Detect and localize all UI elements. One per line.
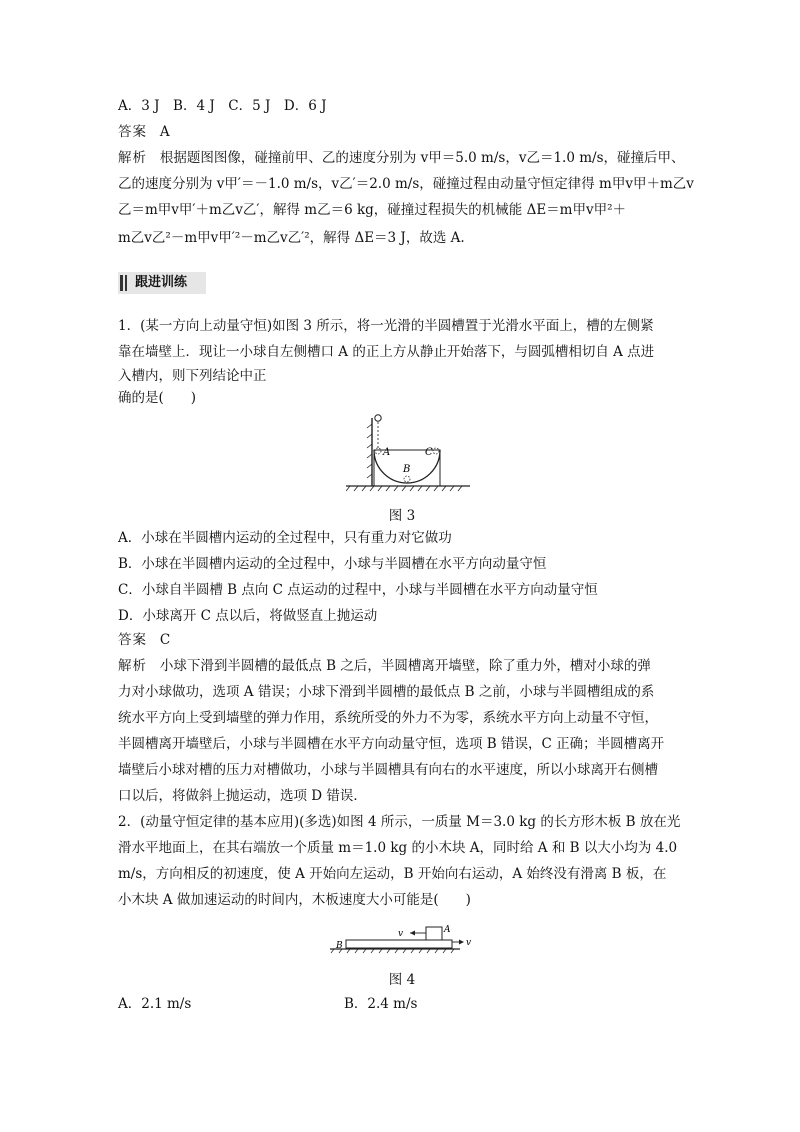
- q1-analysis-text-1: 小球下滑到半圆槽的最低点 B 之后，半圆槽离开墙壁，除了重力外，槽对小球的弹: [159, 658, 651, 674]
- q1-answer-value: C: [159, 632, 171, 648]
- figure-4-caption: 图 4: [388, 972, 416, 988]
- figure-4-label-v-left: v: [398, 929, 404, 939]
- q1-analysis-line-2: 力对小球做功，选项 A 错误；小球下滑到半圆槽的最低点 B 之前，小球与半圆槽组成的系: [118, 684, 655, 700]
- q1-stem-line-1: 1．(某一方向上动量守恒)如图 3 所示，将一光滑的半圆槽置于光滑水平面上，槽的左侧紧: [118, 318, 654, 334]
- q1-answer-line: [118, 630, 170, 650]
- section-header: [118, 272, 206, 294]
- analysis-label: 解析: [118, 150, 147, 166]
- q1-stem-line-2: 靠在墙壁上．现让一小球自左侧槽口 A 的正上方从静止开始落下，与圆弧槽相切自 A 点进: [118, 344, 655, 360]
- q1-analysis-line-6: 口以后，将做斜上抛运动，选项 D 错误．: [118, 788, 367, 804]
- figure-3-half-pipe: [346, 414, 470, 494]
- section-title: 跟进训练: [135, 275, 188, 290]
- q1-answer-label: 答案: [118, 632, 147, 648]
- q2-stem-line-1: 2．(动量守恒定律的基本应用)(多选)如图 4 所示，一质量 M＝3.0 kg 的长方形木板 B 放在光: [118, 814, 681, 830]
- answer-label: 答案: [118, 124, 147, 140]
- figure-4-block-board: [330, 922, 478, 956]
- figure-3-label-a: A: [383, 447, 391, 458]
- q1-stem-line-4: 确的是( ): [118, 390, 197, 406]
- q2-stem-line-2: 滑水平地面上，在其右端放一个质量 m＝1.0 kg 的小木块 A，同时给 A 和 B 以大小均为 4.0: [118, 840, 678, 856]
- section-marker-icon: [120, 275, 123, 291]
- figure-4-label-b: B: [336, 941, 343, 951]
- figure-3-label-c: C: [425, 447, 433, 458]
- analysis-line-4: m乙v乙²－m甲v甲′²－m乙v乙′²，解得 ΔE＝3 J，故选 A.: [118, 230, 465, 246]
- q2-stem-line-3: m/s，方向相反的初速度，使 A 开始向左运动，B 开始向右运动，A 始终没有滑离 B 板，在: [118, 866, 667, 882]
- q2-stem-line-4: 小木块 A 做加速运动的时间内，木板速度大小可能是( ): [118, 892, 471, 908]
- q2-option-a: A．2.1 m/s: [118, 996, 192, 1012]
- analysis-line-1: [118, 148, 685, 168]
- figure-3-caption: 图 3: [388, 508, 416, 524]
- q2-option-b: B．2.4 m/s: [344, 996, 418, 1012]
- q1-option-b: B．小球在半圆槽内运动的全过程中，小球与半圆槽在水平方向动量守恒: [118, 556, 547, 572]
- choices-line: A．3 J B．4 J C．5 J D．6 J: [118, 98, 327, 114]
- section-marker-icon-2: [125, 275, 127, 291]
- figure-3-label-b: B: [403, 464, 411, 475]
- figure-4-label-a: A: [444, 925, 451, 935]
- answer-line: [118, 122, 170, 142]
- q1-analysis-line-4: 半圆槽离开墙壁后，小球与半圆槽在水平方向动量守恒，选项 B 错误，C 正确；半圆槽离开: [118, 736, 665, 752]
- q1-option-d: D．小球离开 C 点以后，将做竖直上抛运动: [118, 608, 378, 624]
- q1-analysis-line-3: 统水平方向上受到墙壁的弹力作用，系统所受的外力不为零，系统水平方向上动量不守恒，: [118, 710, 658, 726]
- q1-option-c: C．小球自半圆槽 B 点向 C 点运动的过程中，小球与半圆槽在水平方向动量守恒: [118, 582, 598, 598]
- q1-analysis-label: 解析: [118, 658, 147, 674]
- answer-value: A: [159, 124, 170, 140]
- figure-4-label-v-right: v: [466, 938, 472, 948]
- q1-option-a: A．小球在半圆槽内运动的全过程中，只有重力对它做功: [118, 530, 452, 546]
- analysis-line-2: 乙的速度分别为 v甲′＝－1.0 m/s，v乙′＝2.0 m/s，碰撞过程由动量守恒定律得 m甲v甲＋m乙v: [118, 176, 694, 192]
- q1-analysis-line-1: [118, 656, 651, 676]
- analysis-text-1: 根据题图图像，碰撞前甲、乙的速度分别为 v甲＝5.0 m/s，v乙＝1.0 m/s，碰撞后甲、: [159, 150, 685, 166]
- q1-analysis-line-5: 墙壁后小球对槽的压力对槽做功，小球与半圆槽具有向右的水平速度，所以小球离开右侧槽: [118, 762, 658, 778]
- analysis-line-3: 乙＝m甲v甲′＋m乙v乙′，解得 m乙＝6 kg，碰撞过程损失的机械能 ΔE＝m甲v甲²＋: [118, 202, 627, 218]
- q1-stem-line-3: 入槽内，则下列结论中正: [118, 368, 267, 384]
